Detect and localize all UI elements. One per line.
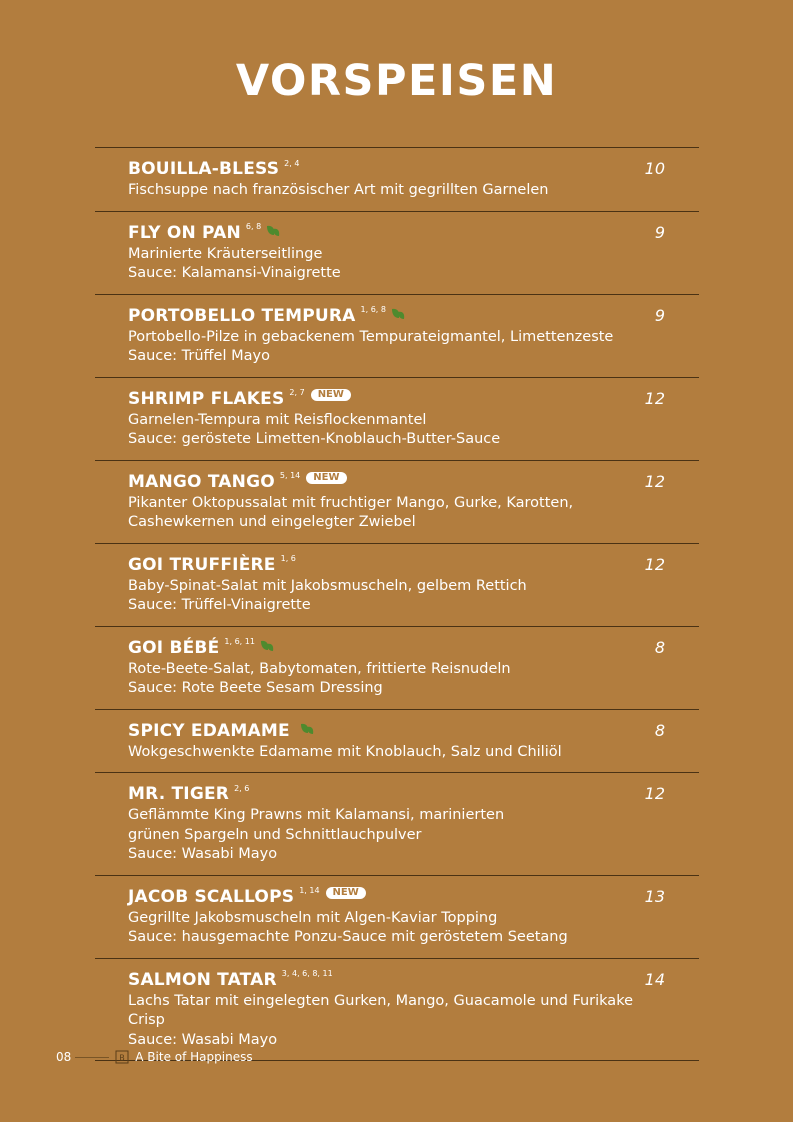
menu-item-description: Lachs Tatar mit eingelegten Gurken, Mango, Guacamole und Furikake Crisp (128, 992, 633, 1028)
menu-item-description: Sauce: Trüffel Mayo (128, 348, 270, 364)
page-number: 08 (56, 1050, 72, 1064)
menu-item-price: 12 (644, 471, 665, 491)
menu-item-description: Geflämmte King Prawns mit Kalamansi, marinierten (128, 807, 505, 823)
menu-item-price: 10 (644, 159, 665, 178)
menu-item (95, 710, 699, 774)
svg-text:B: B (119, 1053, 126, 1063)
menu-item (95, 876, 699, 959)
menu-item-description: Sauce: Wasabi Mayo (128, 846, 278, 862)
menu-item-description: Sauce: Kalamansi-Vinaigrette (128, 265, 341, 281)
allergen-codes: 3, 4, 6, 8, 11 (281, 969, 333, 978)
menu-item-header (128, 968, 665, 992)
menu-item-price: 14 (644, 969, 665, 989)
menu-item-header (128, 553, 665, 577)
menu-item (95, 295, 699, 378)
menu-item (95, 461, 699, 544)
menu-item-name: JACOB SCALLOPS (128, 886, 295, 907)
menu-item-price: 12 (644, 554, 665, 574)
menu-item-name: SPICY EDAMAME (128, 720, 290, 741)
menu-item (95, 544, 699, 627)
menu-item-header (128, 636, 665, 660)
menu-item-price: 13 (644, 886, 665, 906)
menu-item-description: Sauce: Trüffel-Vinaigrette (128, 597, 311, 613)
menu-item-name: GOI BÉBÉ (128, 637, 220, 658)
vegan-leaf-icon (260, 639, 275, 652)
menu-item (95, 959, 699, 1062)
allergen-codes: 2, 4 (284, 158, 300, 168)
menu-item-header (128, 719, 665, 743)
menu-item-description: Wokgeschwenkte Edamame mit Knoblauch, Salz und Chiliöl (128, 743, 562, 760)
menu-item (95, 773, 699, 876)
menu-item-description: Baby-Spinat-Salat mit Jakobsmuscheln, gelbem Rettich (128, 577, 527, 594)
vegan-leaf-icon (391, 307, 406, 320)
menu-item-name: SALMON TATAR (128, 969, 277, 990)
menu-item-header (128, 387, 665, 411)
allergen-codes: 6, 8 (245, 222, 262, 231)
allergen-codes: 1, 6 (280, 554, 296, 563)
new-badge: NEW (306, 472, 346, 484)
allergen-codes: 1, 6, 11 (224, 637, 255, 646)
menu-item (95, 627, 699, 710)
menu-item (95, 212, 699, 295)
menu-item-name: BOUILLA-BLESS (128, 159, 280, 179)
menu-item-header (128, 782, 665, 806)
bh-monogram-icon (115, 1050, 129, 1064)
menu-item-description: Portobello-Pilze in gebackenem Tempurateigmantel, Limettenzeste (128, 328, 614, 345)
footer-brand: A Bite of Happiness (135, 1050, 253, 1064)
menu-item-header (128, 157, 665, 181)
menu-item-description: grünen Spargeln und Schnittlauchpulver (128, 826, 422, 843)
allergen-codes: 2, 6 (234, 783, 250, 793)
menu-item-description: Gegrillte Jakobsmuscheln mit Algen-Kaviar Topping (128, 909, 498, 926)
menu-item-name: SHRIMP FLAKES (128, 388, 285, 409)
menu-item-header (128, 304, 665, 328)
menu-item-price: 9 (654, 222, 665, 242)
menu-item-header (128, 470, 665, 494)
menu-item-description: Sauce: Rote Beete Sesam Dressing (128, 680, 383, 696)
menu-item-price: 9 (654, 305, 665, 325)
menu-item-name: FLY ON PAN (128, 222, 241, 243)
menu-item-price: 12 (644, 388, 665, 408)
menu-item-description: Marinierte Kräuterseitlinge (128, 245, 323, 262)
allergen-codes: 1, 14 (299, 886, 320, 895)
menu-item-description: Rote-Beete-Salat, Babytomaten, frittierte Reisnudeln (128, 660, 511, 677)
menu-item-header (128, 885, 665, 909)
allergen-codes: 5, 14 (279, 471, 301, 480)
menu-item-price: 8 (654, 720, 665, 740)
menu-item-description: Fischsuppe nach französischer Art mit gegrillten Garnelen (128, 182, 549, 198)
menu-list (95, 147, 699, 1061)
menu-item-name: GOI TRUFFIÈRE (128, 554, 276, 575)
menu-item-name: MANGO TANGO (128, 471, 275, 492)
vegan-leaf-icon (300, 722, 315, 735)
menu-item-header (128, 221, 665, 245)
allergen-codes: 1, 6, 8 (360, 305, 386, 314)
menu-item-description: Sauce: hausgemachte Ponzu-Sauce mit geröstetem Seetang (128, 929, 568, 945)
menu-item-price: 12 (644, 784, 665, 803)
menu-item-name: PORTOBELLO TEMPURA (128, 305, 356, 326)
allergen-codes: 2, 7 (289, 388, 305, 397)
menu-item-name: MR. TIGER (128, 784, 230, 804)
menu-item-description: Sauce: Wasabi Mayo (128, 1031, 278, 1048)
new-badge: NEW (311, 389, 351, 401)
menu-item (95, 378, 699, 461)
menu-item-description: Cashewkernen und eingelegter Zwiebel (128, 514, 416, 530)
page-title: VORSPEISEN (235, 56, 558, 106)
menu-item (95, 148, 699, 212)
footer (56, 1050, 253, 1064)
new-badge: NEW (326, 887, 366, 899)
menu-item-description: Garnelen-Tempura mit Reisflockenmantel (128, 411, 427, 428)
menu-item-description: Pikanter Oktopussalat mit fruchtiger Mango, Gurke, Karotten, (128, 494, 574, 511)
menu-item-description: Sauce: geröstete Limetten-Knoblauch-Butter-Sauce (128, 431, 501, 447)
menu-item-price: 8 (654, 637, 665, 657)
footer-divider (75, 1057, 109, 1058)
vegan-leaf-icon (266, 224, 281, 237)
